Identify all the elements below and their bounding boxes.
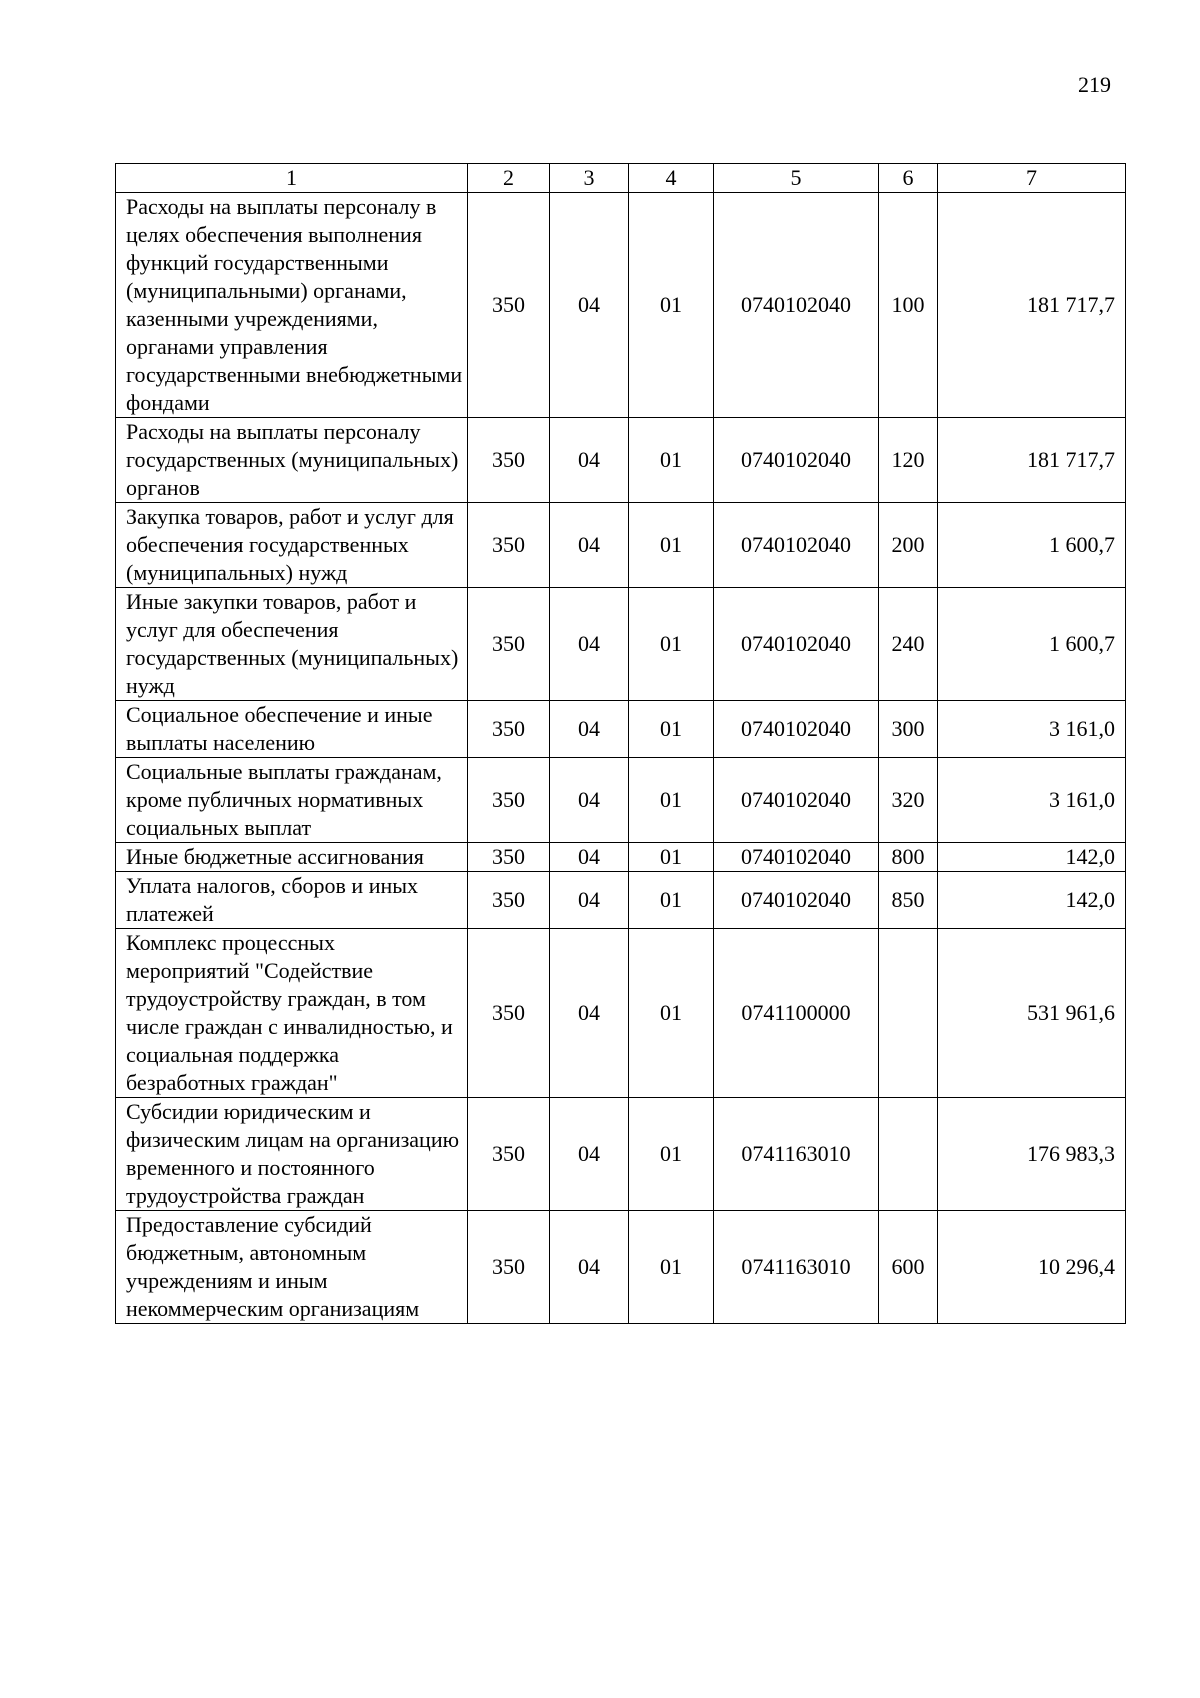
target-article-code: 0740102040 — [714, 503, 879, 588]
target-article-code: 0741100000 — [714, 929, 879, 1098]
table-row — [116, 193, 1126, 418]
subsection-code: 01 — [629, 193, 714, 418]
table-row — [116, 1211, 1126, 1324]
item-name: Предоставление субсидий бюджетным, автономным учреждениям и иным некоммерческим организациям — [116, 1211, 468, 1324]
amount: 531 961,6 — [938, 929, 1126, 1098]
section-code: 04 — [550, 418, 629, 503]
item-name: Иные бюджетные ассигнования — [116, 843, 468, 872]
subsection-code: 01 — [629, 588, 714, 701]
target-article-code: 0740102040 — [714, 872, 879, 929]
expense-type-code: 240 — [879, 588, 938, 701]
item-name: Расходы на выплаты персоналу в целях обеспечения выполнения функций государственными (муниципальными) органами, казенными учреждениями, органами управления государственными внебюджетными фондами — [116, 193, 468, 418]
table-row — [116, 872, 1126, 929]
expense-type-code: 300 — [879, 701, 938, 758]
expense-type-code: 320 — [879, 758, 938, 843]
table-row — [116, 701, 1126, 758]
column-header-2: 2 — [468, 164, 550, 193]
item-name: Расходы на выплаты персоналу государственных (муниципальных) органов — [116, 418, 468, 503]
section-code: 04 — [550, 503, 629, 588]
section-code: 04 — [550, 701, 629, 758]
amount: 181 717,7 — [938, 418, 1126, 503]
amount: 10 296,4 — [938, 1211, 1126, 1324]
section-code: 04 — [550, 843, 629, 872]
subsection-code: 01 — [629, 1211, 714, 1324]
target-article-code: 0741163010 — [714, 1098, 879, 1211]
expense-type-code: 850 — [879, 872, 938, 929]
table-row — [116, 843, 1126, 872]
subsection-code: 01 — [629, 701, 714, 758]
column-header-5: 5 — [714, 164, 879, 193]
section-code: 04 — [550, 1098, 629, 1211]
column-header-4: 4 — [629, 164, 714, 193]
subsection-code: 01 — [629, 872, 714, 929]
subsection-code: 01 — [629, 503, 714, 588]
target-article-code: 0740102040 — [714, 193, 879, 418]
target-article-code: 0740102040 — [714, 418, 879, 503]
section-code: 04 — [550, 758, 629, 843]
target-article-code: 0741163010 — [714, 1211, 879, 1324]
ministry-code: 350 — [468, 588, 550, 701]
item-name: Иные закупки товаров, работ и услуг для обеспечения государственных (муниципальных) нужд — [116, 588, 468, 701]
expense-type-code — [879, 1098, 938, 1211]
item-name: Комплекс процессных мероприятий "Содействие трудоустройству граждан, в том числе граждан с инвалидностью, и социальная поддержка безработных граждан" — [116, 929, 468, 1098]
target-article-code: 0740102040 — [714, 843, 879, 872]
ministry-code: 350 — [468, 758, 550, 843]
item-name: Социальные выплаты гражданам, кроме публичных нормативных социальных выплат — [116, 758, 468, 843]
column-header-3: 3 — [550, 164, 629, 193]
table-row — [116, 418, 1126, 503]
section-code: 04 — [550, 193, 629, 418]
amount: 181 717,7 — [938, 193, 1126, 418]
amount: 176 983,3 — [938, 1098, 1126, 1211]
subsection-code: 01 — [629, 843, 714, 872]
column-header-1: 1 — [116, 164, 468, 193]
ministry-code: 350 — [468, 872, 550, 929]
amount: 142,0 — [938, 872, 1126, 929]
ministry-code: 350 — [468, 1098, 550, 1211]
target-article-code: 0740102040 — [714, 588, 879, 701]
target-article-code: 0740102040 — [714, 701, 879, 758]
table-row — [116, 929, 1126, 1098]
expense-type-code: 800 — [879, 843, 938, 872]
expense-type-code: 120 — [879, 418, 938, 503]
expense-type-code: 200 — [879, 503, 938, 588]
column-header-7: 7 — [938, 164, 1126, 193]
expense-type-code — [879, 929, 938, 1098]
amount: 3 161,0 — [938, 758, 1126, 843]
table-row — [116, 758, 1126, 843]
amount: 1 600,7 — [938, 588, 1126, 701]
subsection-code: 01 — [629, 418, 714, 503]
subsection-code: 01 — [629, 1098, 714, 1211]
expense-type-code: 100 — [879, 193, 938, 418]
item-name: Закупка товаров, работ и услуг для обеспечения государственных (муниципальных) нужд — [116, 503, 468, 588]
expense-type-code: 600 — [879, 1211, 938, 1324]
section-code: 04 — [550, 588, 629, 701]
ministry-code: 350 — [468, 503, 550, 588]
target-article-code: 0740102040 — [714, 758, 879, 843]
ministry-code: 350 — [468, 843, 550, 872]
budget-table — [115, 163, 1126, 1324]
subsection-code: 01 — [629, 929, 714, 1098]
amount: 142,0 — [938, 843, 1126, 872]
subsection-code: 01 — [629, 758, 714, 843]
item-name: Субсидии юридическим и физическим лицам на организацию временного и постоянного трудоустройства граждан — [116, 1098, 468, 1211]
item-name: Уплата налогов, сборов и иных платежей — [116, 872, 468, 929]
page-number: 219 — [1078, 72, 1111, 97]
ministry-code: 350 — [468, 701, 550, 758]
section-code: 04 — [550, 1211, 629, 1324]
table-row — [116, 1098, 1126, 1211]
amount: 1 600,7 — [938, 503, 1126, 588]
table-row — [116, 503, 1126, 588]
ministry-code: 350 — [468, 418, 550, 503]
ministry-code: 350 — [468, 929, 550, 1098]
column-header-6: 6 — [879, 164, 938, 193]
section-code: 04 — [550, 929, 629, 1098]
ministry-code: 350 — [468, 193, 550, 418]
table-header-row — [116, 164, 1126, 193]
item-name: Социальное обеспечение и иные выплаты населению — [116, 701, 468, 758]
ministry-code: 350 — [468, 1211, 550, 1324]
amount: 3 161,0 — [938, 701, 1126, 758]
section-code: 04 — [550, 872, 629, 929]
table-row — [116, 588, 1126, 701]
